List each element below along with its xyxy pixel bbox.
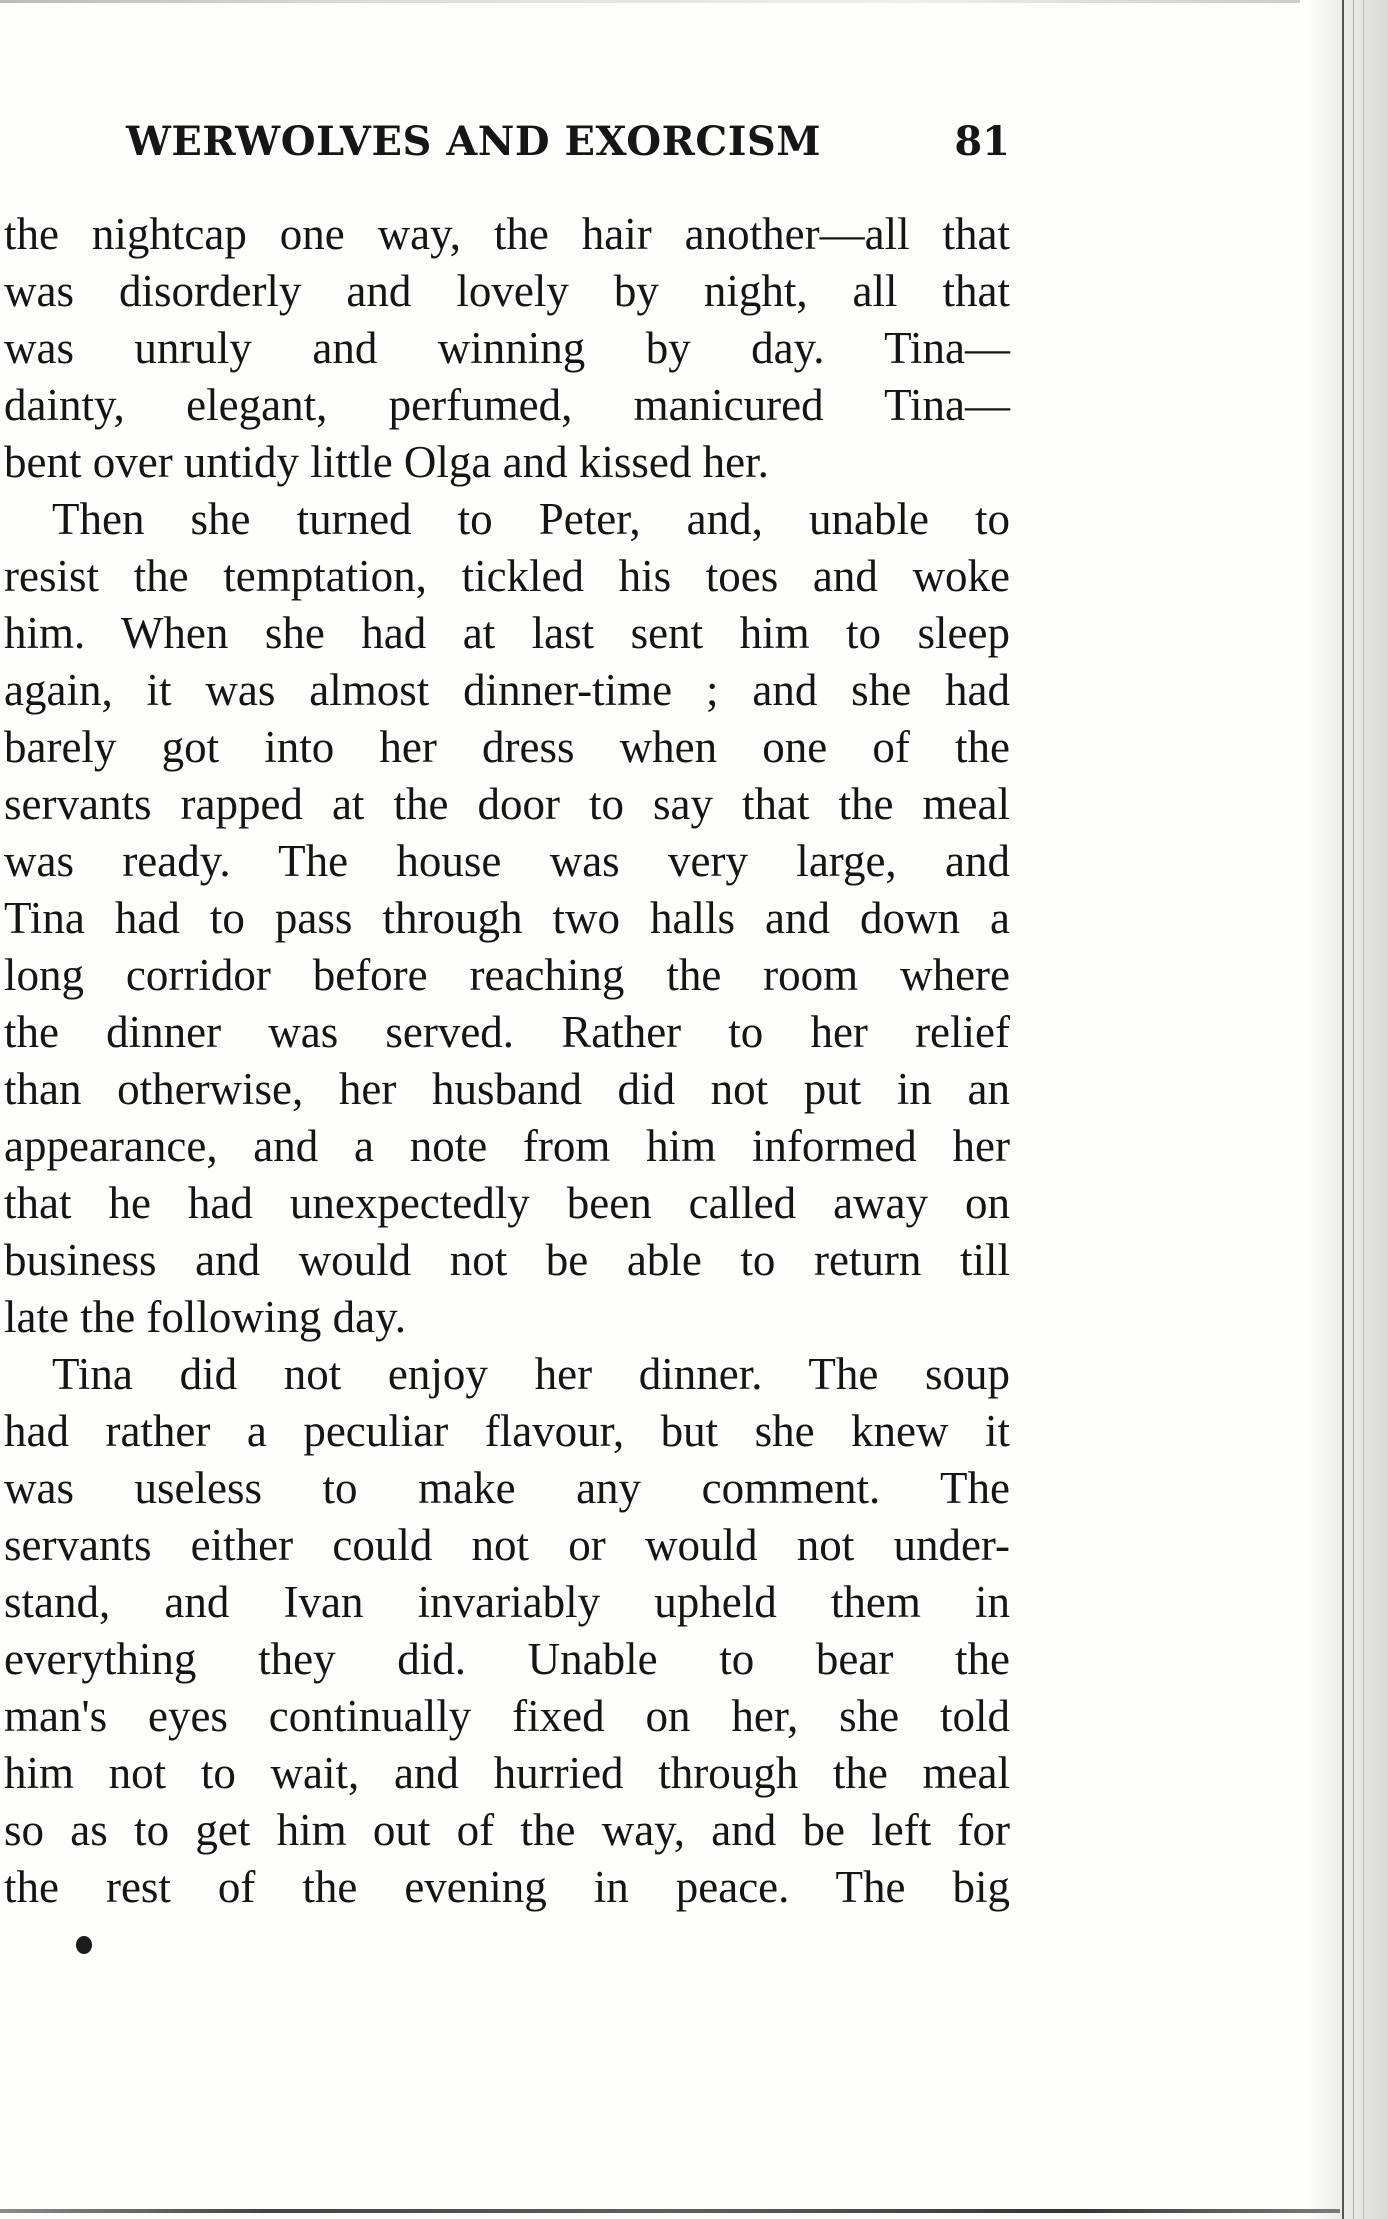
text-line: servants either could not or would not under- (4, 1520, 1010, 1570)
signature-mark-dot (76, 1936, 92, 1954)
text-line: everything they did. Unable to bear the (4, 1634, 1010, 1684)
gutter-line (1353, 0, 1354, 2219)
text-line: him. When she had at last sent him to sleep (4, 608, 1010, 658)
paragraph-first-line: Tina did not enjoy her dinner. The soup (52, 1349, 1010, 1399)
running-title: WERWOLVES AND EXORCISM (126, 118, 822, 165)
text-line: appearance, and a note from him informed her (4, 1121, 1010, 1171)
text-line: late the following day. (4, 1292, 406, 1342)
page-top-edge (0, 0, 1300, 3)
text-line: servants rapped at the door to say that the meal (4, 779, 1010, 829)
text-line: dainty, elegant, perfumed, manicured Tina— (4, 380, 1010, 430)
text-line: was useless to make any comment. The (4, 1463, 1010, 1513)
page-bottom-edge (0, 2209, 1340, 2213)
text-line: had rather a peculiar flavour, but she knew it (4, 1406, 1010, 1456)
text-line: long corridor before reaching the room where (4, 950, 1010, 1000)
text-line: again, it was almost dinner-time ; and she had (4, 665, 1010, 715)
page-gutter (1308, 0, 1388, 2219)
text-line: barely got into her dress when one of the (4, 722, 1010, 772)
text-line: man's eyes continually fixed on her, she told (4, 1691, 1010, 1741)
text-line: stand, and Ivan invariably upheld them in (4, 1577, 1010, 1627)
body-text (4, 206, 1010, 1916)
text-line: business and would not be able to return till (4, 1235, 1010, 1285)
text-line: the dinner was served. Rather to her relief (4, 1007, 1010, 1057)
text-line: Tina had to pass through two halls and down a (4, 893, 1010, 943)
text-line: the rest of the evening in peace. The big (4, 1862, 1010, 1912)
text-line: bent over untidy little Olga and kissed her. (4, 437, 769, 487)
text-line: that he had unexpectedly been called away on (4, 1178, 1010, 1228)
text-line: was disorderly and lovely by night, all that (4, 266, 1010, 316)
text-line: was unruly and winning by day. Tina— (4, 323, 1010, 373)
text-line: was ready. The house was very large, and (4, 836, 1010, 886)
text-line: him not to wait, and hurried through the meal (4, 1748, 1010, 1798)
gutter-line (1363, 0, 1364, 2219)
running-head (0, 118, 1010, 178)
paragraph-first-line: Then she turned to Peter, and, unable to (52, 494, 1010, 544)
gutter-line (1342, 0, 1344, 2219)
text-line: than otherwise, her husband did not put in an (4, 1064, 1010, 1114)
text-line: the nightcap one way, the hair another—all that (4, 209, 1010, 259)
text-line: resist the temptation, tickled his toes and woke (4, 551, 1010, 601)
page-number: 81 (954, 118, 1010, 165)
text-line: so as to get him out of the way, and be left for (4, 1805, 1010, 1855)
